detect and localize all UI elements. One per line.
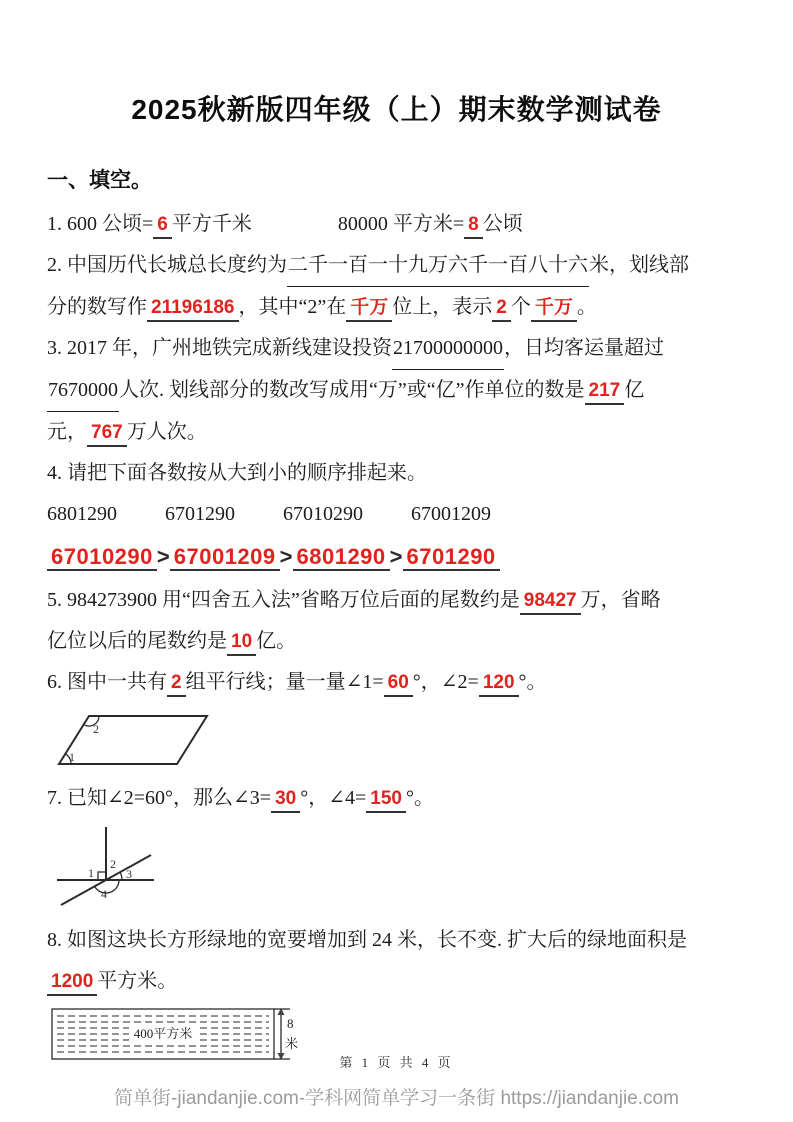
answer-text: 98427	[520, 589, 581, 615]
angle-1-label: 1	[69, 750, 75, 764]
text-segment: °。	[405, 787, 434, 809]
text-segment: 6. 图中一共有	[47, 671, 167, 693]
height-value-label: 8	[287, 1016, 294, 1031]
text-segment: 万，省略	[580, 589, 661, 611]
question-4-line-1	[47, 453, 746, 494]
answer-text: 217	[585, 379, 625, 405]
answer-text: 6701290	[403, 545, 500, 571]
page-number: 第 1 页 共 4 页	[339, 1055, 454, 1070]
parallelogram-shape	[59, 716, 207, 764]
text-segment: 。	[576, 296, 597, 318]
answer-text: 2	[167, 671, 186, 697]
text-segment: 个	[510, 296, 531, 318]
question-8-line-1	[47, 920, 746, 961]
page-footer	[0, 1052, 793, 1110]
intersecting-lines-figure	[49, 822, 264, 918]
text-segment: 人次. 划线部分的数改写成用“万”或“亿”作单位的数是	[119, 379, 585, 401]
underlined-text: 7670000	[47, 370, 119, 412]
question-4-answer-row	[47, 535, 746, 580]
answer-text: 千万	[531, 296, 577, 322]
question-3-line-2	[47, 370, 746, 412]
answer-text: 60	[384, 671, 413, 697]
angle-2-label: 2	[93, 722, 99, 736]
text-segment: 7. 已知∠2=60°，那么∠3=	[47, 787, 272, 809]
text-segment: 亿位以后的尾数约是	[47, 630, 227, 652]
text-segment: 平方米。	[97, 970, 178, 992]
text-segment: 5. 984273900 用“四舍五入法”省略万位后面的尾数约是	[47, 589, 520, 611]
answer-text: 767	[87, 421, 127, 447]
question-1	[47, 204, 746, 245]
angle-4-label: 4	[101, 887, 107, 901]
answer-text: 6801290	[293, 545, 390, 571]
answer-text: 120	[479, 671, 519, 697]
question-5-line-2	[47, 621, 746, 662]
text-segment: 3. 2017 年，广州地铁完成新线建设投资	[47, 337, 392, 359]
answer-text: 150	[366, 787, 406, 813]
text-segment: 米，划线部	[589, 254, 689, 276]
text-segment: 位上，表示	[392, 296, 493, 318]
answer-text: 10	[227, 630, 256, 656]
question-3-line-1	[47, 328, 746, 370]
text-segment: >	[279, 544, 293, 569]
question-3-line-3	[47, 412, 746, 453]
question-7	[47, 778, 746, 819]
answer-text: 8	[464, 213, 483, 239]
text-segment: °，∠2=	[412, 671, 479, 693]
watermark-site-link: 简单街-jiandanjie.com-学科网简单学习一条街 https://jiandanjie.com	[114, 1088, 679, 1109]
text-segment: °。	[518, 671, 547, 693]
question-8-line-2	[47, 961, 746, 1002]
answer-text: 21196186	[147, 296, 239, 322]
text-segment: 分的数写作	[47, 296, 147, 318]
underlined-text: 二千一百一十九万六千一百八十六	[287, 245, 589, 287]
right-angle-mark	[98, 872, 106, 880]
page-title: 2025秋新版四年级（上）期末数学测试卷	[131, 94, 662, 125]
fill-in-blank-section	[47, 204, 746, 1067]
angle-3-arc	[120, 872, 122, 880]
text-segment: 8. 如图这块长方形绿地的宽要增加到 24 米，长不变. 扩大后的绿地面积是	[47, 929, 687, 951]
text-segment: 平方千米	[171, 213, 252, 235]
text-segment: 组平行线；量一量∠1=	[185, 671, 384, 693]
text-segment: ，其中“2”在	[238, 296, 347, 318]
text-segment: 67001209	[411, 503, 491, 525]
answer-text: 6	[153, 213, 172, 239]
height-unit-label: 米	[285, 1036, 299, 1051]
text-segment: 公顷	[482, 213, 523, 235]
text-segment: 1. 600 公顷=	[47, 213, 154, 235]
text-segment: >	[156, 544, 170, 569]
answer-text: 1200	[47, 970, 97, 996]
area-label: 400平方米	[133, 1026, 193, 1041]
text-segment: 亿	[624, 379, 645, 401]
answer-text: 2	[492, 296, 511, 322]
text-segment: 2. 中国历代长城总长度约为	[47, 254, 287, 276]
text-segment: 元，	[47, 421, 87, 443]
text-segment: 亿。	[256, 630, 297, 652]
underlined-text: 21700000000	[392, 328, 504, 370]
question-4-numbers-row	[47, 494, 746, 535]
text-segment: °，∠4=	[300, 787, 367, 809]
answer-text: 67001209	[170, 545, 280, 571]
section-heading: 一、填空。	[47, 168, 152, 192]
answer-text: 67010290	[47, 545, 157, 571]
question-5-line-1	[47, 580, 746, 621]
question-6	[47, 662, 746, 703]
text-segment: 万人次。	[126, 421, 207, 443]
question-2-line-1	[47, 245, 746, 287]
text-segment: ，日均客运量超过	[504, 337, 664, 359]
text-segment: 67010290	[283, 503, 363, 525]
answer-text: 30	[271, 787, 300, 813]
question-2-line-2	[47, 287, 746, 328]
text-segment: 6701290	[165, 503, 235, 525]
angle-2-label: 2	[110, 857, 116, 871]
text-segment: 6801290	[47, 503, 117, 525]
text-segment: 4. 请把下面各数按从大到小的顺序排起来。	[47, 462, 427, 484]
text-segment: >	[389, 544, 403, 569]
angle-3-label: 3	[126, 867, 132, 881]
text-segment: 80000 平方米=	[337, 213, 465, 235]
angle-1-label: 1	[88, 866, 94, 880]
answer-text: 千万	[346, 296, 392, 322]
parallelogram-figure	[49, 706, 221, 776]
